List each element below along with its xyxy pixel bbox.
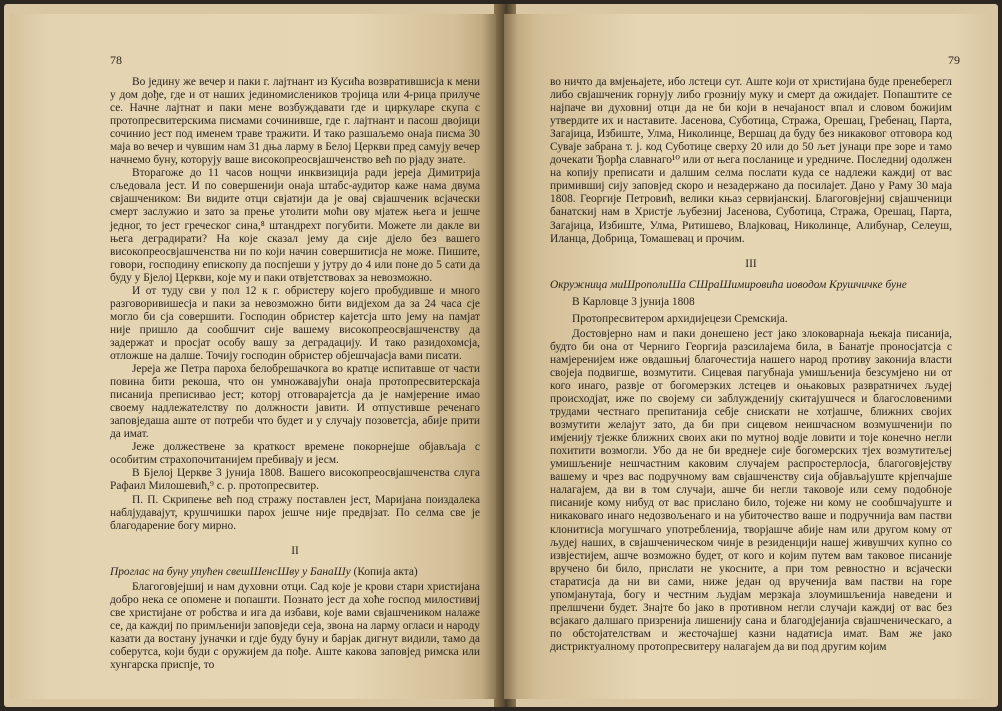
paragraph: Јереја же Петра пароха белобрешачкога во кратце испитавше от части повина бити рекоша, что он умножавајући онаја протопресвитерскаја писанија преписивао јест; которј отговарајетсја да је намјерение имао своему надлежателству по должности јавити. И отпустивше реченаго заповједаша аште от потреби что будет и у случају позоветсја, абије прити да имат. [110, 363, 480, 441]
right-page-text [550, 76, 952, 654]
section-heading-note: (Копија акта) [350, 565, 418, 578]
right-page [504, 14, 992, 699]
section-heading [110, 566, 480, 579]
paragraph: И от туду сви у пол 12 к г. обристеру којего пробудивше и много разговоривишесја и паки за невозможно бити видјехом да за 24 часа сје могло би сја совершити. Господин обристер кајетсја што јему на памјат није пришло да сообшчит сије вашему високопреосвјашченству да задержат и просјат особу вашу за деградацију. И тако разидохомсја, отложше на далше. Точију господин обристер објешчајасја вами писати. [110, 284, 480, 362]
paragraph: Јеже должествене за краткост времене покорнејше објављаја с особитим страхопочитанијем пребивају и јесм. [110, 441, 480, 467]
paragraph: В Бјелој Церкве 3 јунија 1808. Вашего високопреосвјашченства слуга Рафаил Милошевић,⁹ с. р. протопресвитер. [110, 467, 480, 493]
paragraph: Во једину же вечер и паки г. лајтнант из Кусића возвратившисја к мени у дом дође, где и от наших јединомислеников тројица или 4-рица прилуче се. Начне лајтнат и паки мене возбуждавати где и циркуларе скупа с протопресвитерскима писмами сочинивше, где г. лајтнант и пасош двојици сочинио јест под именем траве тражити. И тако разшаљемо онаја писма 30 маја во вечер и чувшим нам 31 дња ларму в Белој Церкви пред самују вечер начнемо буну, которују ваше високопреосвјашченство већ по рјаду знате. [110, 76, 480, 167]
section-heading [550, 279, 952, 292]
section-number: II [291, 544, 299, 557]
section-heading-title: Окружница миШрополиШа СШраШимировића иоводом Крушчичке буне [550, 278, 907, 291]
section-heading-title: Проглас на буну упућен свешШенсШву у БанаШу [110, 565, 351, 578]
section-number: III [745, 257, 757, 270]
paragraph: Достовјерно нам и паки донешено јест јако злоковарнаја њекаја писанија, будто би она от Черниго Георгија разсилајема била, в Банатје проносјатсја с намјеренијем иже овдашњиј благочестија нашего народ противу законија власти својеја подвигше, возмутити. Сицевая пагубнаја умишљенија безсумјено ни от кого инаго, развје от богомерзких лстецев и оњаковых развратничех људеј происходјат, иже по својему си заблужденију скитајушчеся и благословеними трудами честнаго препитанија себје снискати не хотјашче, ближних својих возмутити желајут зато, да би при сицевом неишчасном возмушченији по имјенију тјежке ближних своих аки по мутној водје ловити и тоје конечно негли похитити возмогли. Убо да не би вреднеје сије богомерских тјех возмутитељеј умишљеније нешчастним каковим случајем распростерлосја, благоговјејству вашему и чрез вас подручному вам свјашченству сија објављајуштe крјепчајше налагајем, да ви в том случаји, ашче би негли таковоје или сему подобноје писаније кому нибуд от вас прислано било, тојеже ни кому не сообшчајуште и никаковаго инаго недозвољенаго и на убиточество ваше и подручнија вам пастви клонитисја могушчаго употребленија, творјашче абије нам или другом кому от људеј наших, в свјашченическом чинје в резиденцији нашеј живушчих купно со извјестијем, ашче возможно будет, от кого и којим путем вам таковое писаније вручено би било, прислати не укосните, а при том ревностно и всјачески старатисја да ни ви сами, ниже један од врученија вам пастви на горе упомјанутаја, богу и честним људјам мерзкаја злоумишљенија наведени и прелшчени будет. Знаjте бо јако в противном негли случаји каждиј от вас без всјакаго далшаго призренија лишениjу сана и благодјејанија свјашченическаго, а по обстојателствам и жесточајшеј казни надатисја имат. Вам же јако дистриктуалному протопресвитеру налагајем да ви под другим којим [550, 327, 952, 653]
page-number: 79 [948, 53, 960, 67]
fold-shadow [504, 14, 518, 699]
book-spread [4, 4, 998, 707]
paragraph: Благоговјејшиј и нам духовни отци. Сад које је крови стари христијана добро нека се опомене и попашти. Познато јест да хоће господ милостивиј све христијане от робства и ига да избави, које вами свјашчеником налаже се, да каждиј по примљенији заповједи сеја, звона на ларму огласи и народу казати да востану јуначки и гдје буду буну и барјак дигнут видили, тамо да соберутса, који буди с оружијем да пође. Аште какова заповјед римска или хунгарска приспје, то [110, 580, 480, 672]
page-number: 78 [110, 53, 122, 67]
left-page-text [110, 76, 480, 672]
paragraph: П. П. Скрипење већ под стражу поставлен јест, Маријана поиздалека наблјудавајут, крушчишки парох јешче није предвјзат. По селма све је благодарение богу мирно. [110, 493, 480, 532]
fold-shadow [482, 14, 496, 699]
paragraph: Вторагоже до 11 часов нощчи инквизиција ради јереја Димитрија сљедовала јест. И по совершенији онаја штабс-аудитор каже нама двума свјашчеником: Ви видите отци свјатији да је овај свјашченик всјачески смерт заслужио и зато за прење утолити моћи ову мјатеж њега и јешче једног, то јест греческог сина,⁸ штандрехт погубити. Можете ли дакле ви њега деградирати? На које сказал јему да сије дјело без вашего високопреосвјашченства ни по који начин совершитисја не може. Пишите, говори, господину епископу да поспјеши у јутру до 4 или поне до 5 сати да буду у Бјелој Церкви, које му и паки отвјетствовах за невозможно. [110, 167, 480, 284]
paragraph: во ничто да вмјењајете, ибо лстеци сут. Аште који от христијана буде пренеберегл либо свјашченик горнују либо грозниjу муку и смерт да ожидајет. Попаштите се најпаче ви духовниј отци да не би који в нечајаност впал и словом божијим утвердите их и наставите. Јасенова, Суботица, Стража, Орешац, Гребенац, Парта, Загајица, Избиште, Улма, Николинце, Вершац да буду без никаковог отговора код Сувајe забрана т. ј. код Суботице сверху 20 или до 50 љет јунаци пре зоре и тамо дочекати Ђорђа славнаго¹⁰ или от њега посланице и уредниче. Последниј одолжен на копију преписати и далшим селма послати куда се надлежи каждиј от вас примившиј сију заповјед скоро и незадержано да посилајет. Дано у Раму 30 маја 1808. Георгије Петровић, велики књаз сервијанскиј. Благоговјејниј свјашченици банатскиј нам в Христје љубезниј Јасенова, Суботица, Стража, Орешац, Парта, Загајица, Избиште, Улма, Ритишево, Влајковац, Николинце, Алибунар, Селеуш, Иланца, Добрица, Томашевац и прочим. [550, 76, 952, 245]
place-date: В Карловце 3 јунија 1808 [572, 295, 695, 308]
left-page [10, 14, 496, 699]
addressee: Протопресвитером архидијецези Сремскија. [572, 312, 788, 325]
